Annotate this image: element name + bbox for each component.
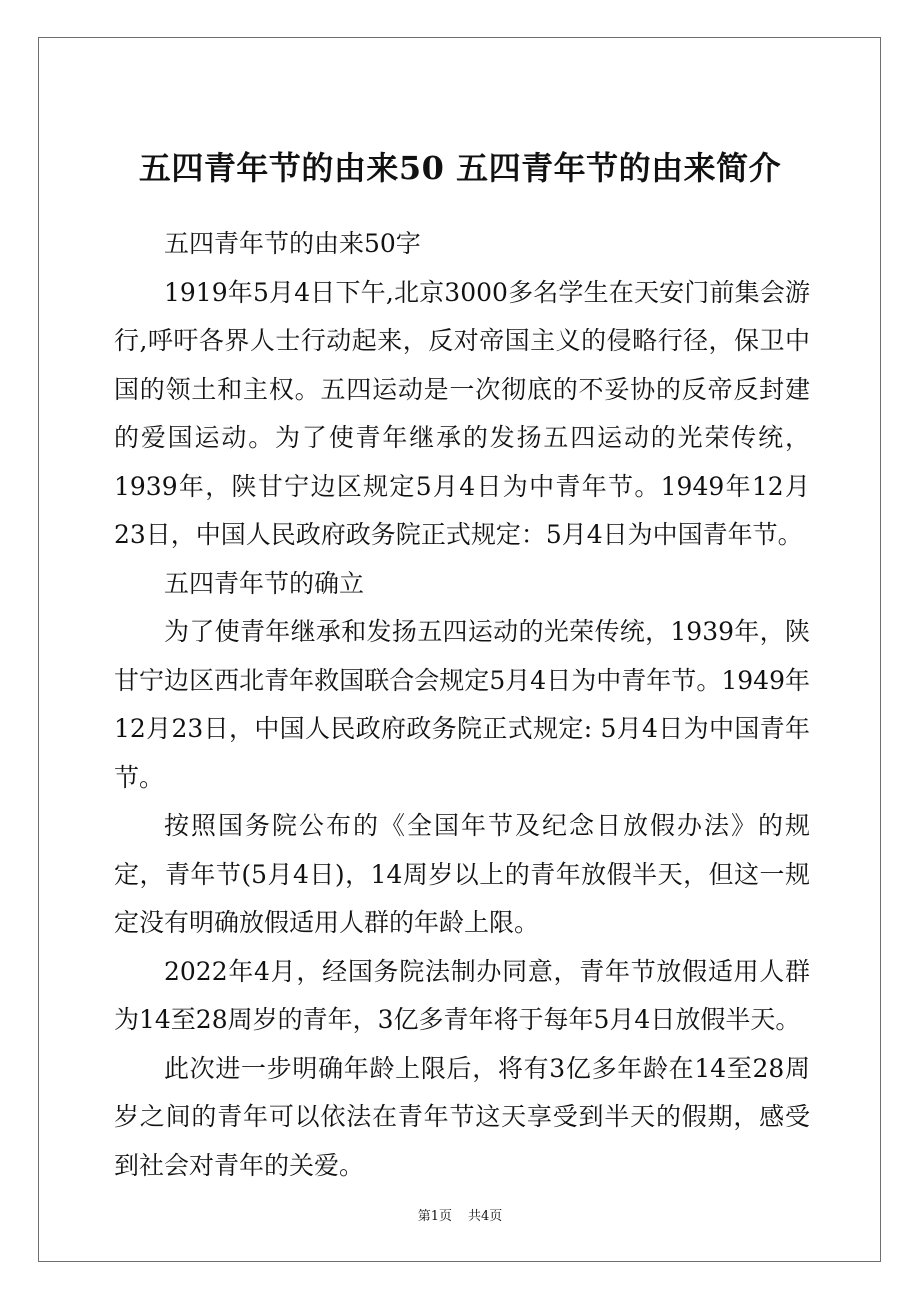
paragraph: 为了使青年继承和发扬五四运动的光荣传统，1939年，陕甘宁边区西北青年救国联合会规定5月4日为中青年节。1949年12月23日，中国人民政府政务院正式规定: 5月4日为中国青年节。 — [114, 617, 810, 792]
paragraph: 1919年5月4日下午,北京3000多名学生在天安门前集会游行,呼吁各界人士行动起来，反对帝国主义的侵略行径，保卫中国的领土和主权。五四运动是一次彻底的不妥协的反帝反封建的爱国运动。为了使青年继承的发扬五四运动的光荣传统，1939年，陕甘宁边区规定5月4日为中青年节。1949年12月23日，中国人民政府政务院正式规定：5月4日为中国青年节。 — [114, 277, 810, 549]
section-heading: 五四青年节的由来50字 — [164, 229, 421, 258]
page-number: 第1页 — [417, 1209, 452, 1224]
section-heading: 五四青年节的确立 — [164, 568, 365, 598]
paragraph: 按照国务院公布的《全国年节及纪念日放假办法》的规定，青年节(5月4日)，14周岁以上的青年放假半天，但这一规定没有明确放假适用人群的年龄上限。 — [114, 811, 810, 937]
page-total: 共4页 — [468, 1209, 503, 1224]
paragraph: 此次进一步明确年龄上限后，将有3亿多年龄在14至28周岁之间的青年可以依法在青年节这天享受到半天的假期，感受到社会对青年的关爱。 — [114, 1053, 810, 1180]
document-title: 五四青年节的由来50 五四青年节的由来简介 — [138, 149, 782, 187]
document-body — [114, 220, 810, 1190]
page-footer — [0, 1208, 920, 1226]
paragraph: 2022年4月，经国务院法制办同意，青年节放假适用人群为14至28周岁的青年，3亿多青年将于每年5月4日放假半天。 — [114, 956, 810, 1034]
